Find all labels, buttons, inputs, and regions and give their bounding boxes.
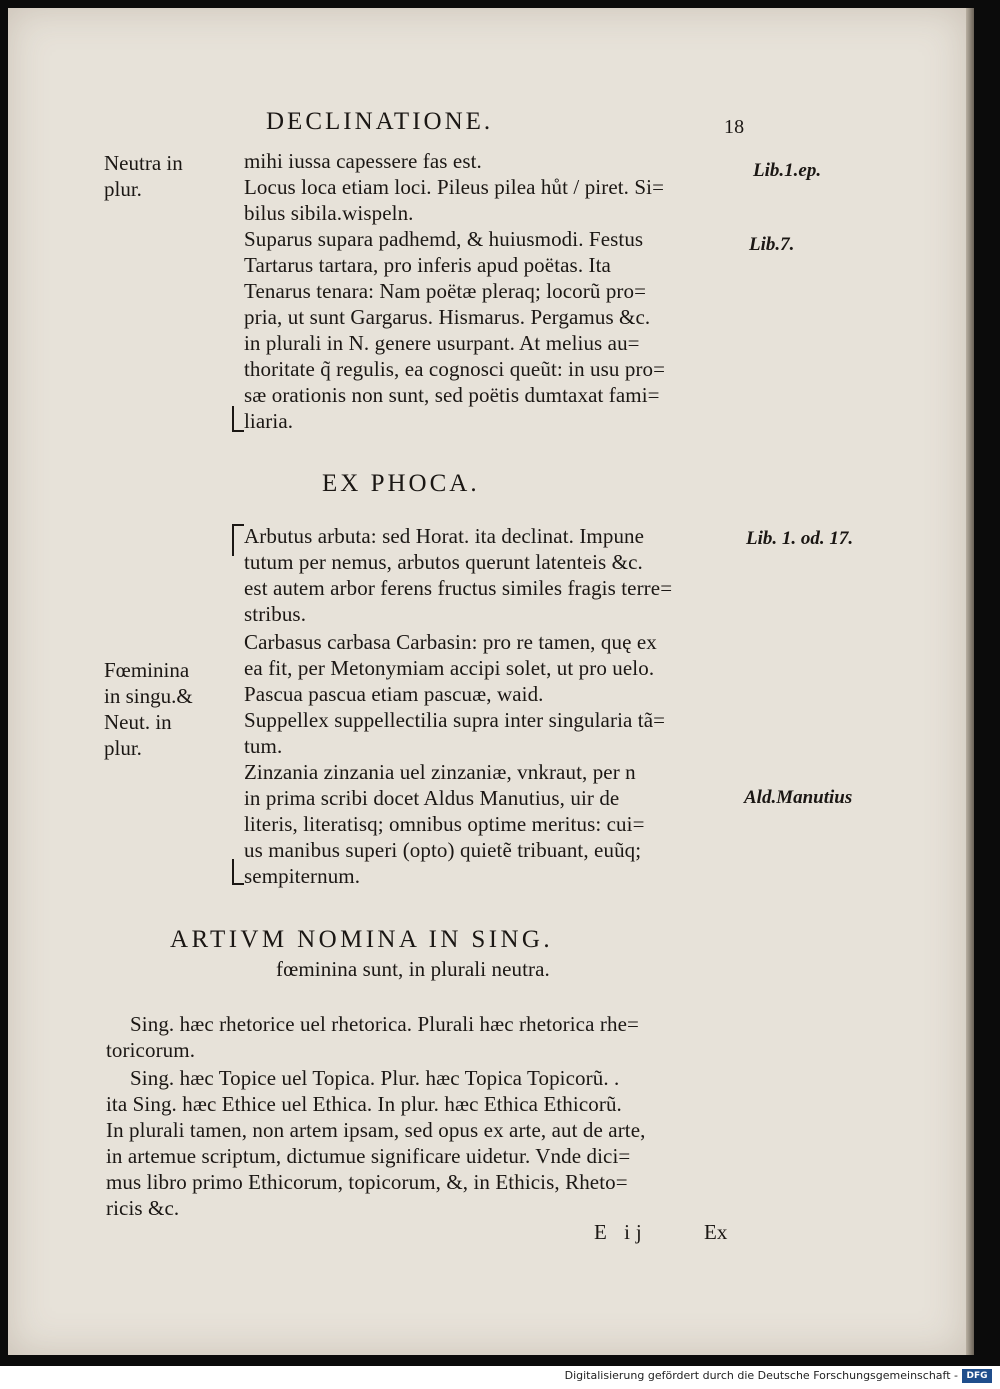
running-head-title: DECLINATIONE. [266,108,494,135]
margin-note-plur: plur. [104,736,142,760]
text-line: in plurali in N. genere usurpant. At melius au= [244,331,640,355]
text-line: sempiternum. [244,864,361,888]
signature-mark: E ij [594,1220,648,1244]
margin-note-in-singu: in singu.& [104,684,193,708]
margin-ref-lib1: Lib.1.ep. [753,160,822,181]
page-edge [966,8,974,1355]
text-line: est autem arbor ferens fructus similes fragis terre= [244,576,673,600]
book-page [8,8,966,1355]
text-line: tutum per nemus, arbutos querunt latenteis &c. [244,550,643,574]
section-heading-ex-phoca: EX PHOCA. [322,470,480,497]
section-heading-artium: ARTIVM NOMINA IN SING. [170,926,554,953]
margin-ref-lib1-od17: Lib. 1. od. 17. [746,528,854,549]
text-line: mihi iussa capessere fas est. [244,149,482,173]
digitization-footer [0,1366,1000,1389]
text-line: ricis &c. [106,1196,180,1220]
text-line: bilus sibila.wispeln. [244,201,414,225]
text-line: tum. [244,734,283,758]
bracket-mark [232,524,244,556]
text-line: pria, ut sunt Gargarus. Hismarus. Pergamus &c. [244,305,651,329]
text-line: Suparus supara padhemd, & huiusmodi. Festus [244,227,644,251]
margin-note-plur: plur. [104,177,142,201]
margin-note-neutra: Neutra in [104,151,183,175]
catchword: Ex [704,1220,728,1244]
text-line: Pascua pascua etiam pascuæ, waid. [244,682,544,706]
section-subheading: fœminina sunt, in plurali neutra. [276,957,550,981]
text-line: mus libro primo Ethicorum, topicorum, &, in Ethicis, Rheto= [106,1170,628,1194]
text-line: sæ orationis non sunt, sed poëtis dumtaxat fami= [244,383,660,407]
text-line: in prima scribi docet Aldus Manutius, uir de [244,786,620,810]
text-line: ita Sing. hæc Ethice uel Ethica. In plur. hæc Ethica Ethicorũ. [106,1092,622,1116]
text-line: toricorum. [106,1038,196,1062]
text-line: Suppellex suppellectilia supra inter singularia tã= [244,708,666,732]
text-line: Carbasus carbasa Carbasin: pro re tamen, quę ex [244,630,657,654]
text-line: Sing. hæc rhetorice uel rhetorica. Plurali hæc rhetorica rhe= [130,1012,639,1036]
text-line: in artemue scriptum, dictumue significare uidetur. Vnde dici= [106,1144,631,1168]
text-line: Tartarus tartara, pro inferis apud poëtas. Ita [244,253,611,277]
text-line: stribus. [244,602,307,626]
text-line: us manibus superi (opto) quietẽ tribuant, euũq; [244,838,642,862]
bracket-mark [232,859,244,885]
bracket-mark [232,406,244,432]
margin-ref-lib7: Lib.7. [749,234,795,255]
text-line: ea fit, per Metonymiam accipi solet, ut pro uelo. [244,656,655,680]
footer-credit: Digitalisierung gefördert durch die Deutsche Forschungsgemeinschaft - [564,1369,958,1382]
dfg-logo-icon: DFG [962,1369,992,1383]
page-number: 18 [724,116,745,138]
text-line: Sing. hæc Topice uel Topica. Plur. hæc Topica Topicorũ. . [130,1066,620,1090]
text-line: thoritate q̃ regulis, ea cognosci queũt: in usu pro= [244,357,666,381]
text-line: Tenarus tenara: Nam poëtæ pleraq; locorũ pro= [244,279,647,303]
text-line: Arbutus arbuta: sed Horat. ita declinat. Impune [244,524,645,548]
text-line: literis, literatisq; omnibus optime meritus: cui= [244,812,645,836]
text-line: In plurali tamen, non artem ipsam, sed opus ex arte, aut de arte, [106,1118,646,1142]
text-line: Zinzania zinzania uel zinzaniæ, vnkraut, per n [244,760,636,784]
margin-ref-ald-manutius: Ald.Manutius [744,787,853,808]
margin-note-neut-in: Neut. in [104,710,172,734]
margin-note-foeminina: Fœminina [104,658,190,682]
text-line: liaria. [244,409,294,433]
text-line: Locus loca etiam loci. Pileus pilea hůt / piret. Si= [244,175,665,199]
